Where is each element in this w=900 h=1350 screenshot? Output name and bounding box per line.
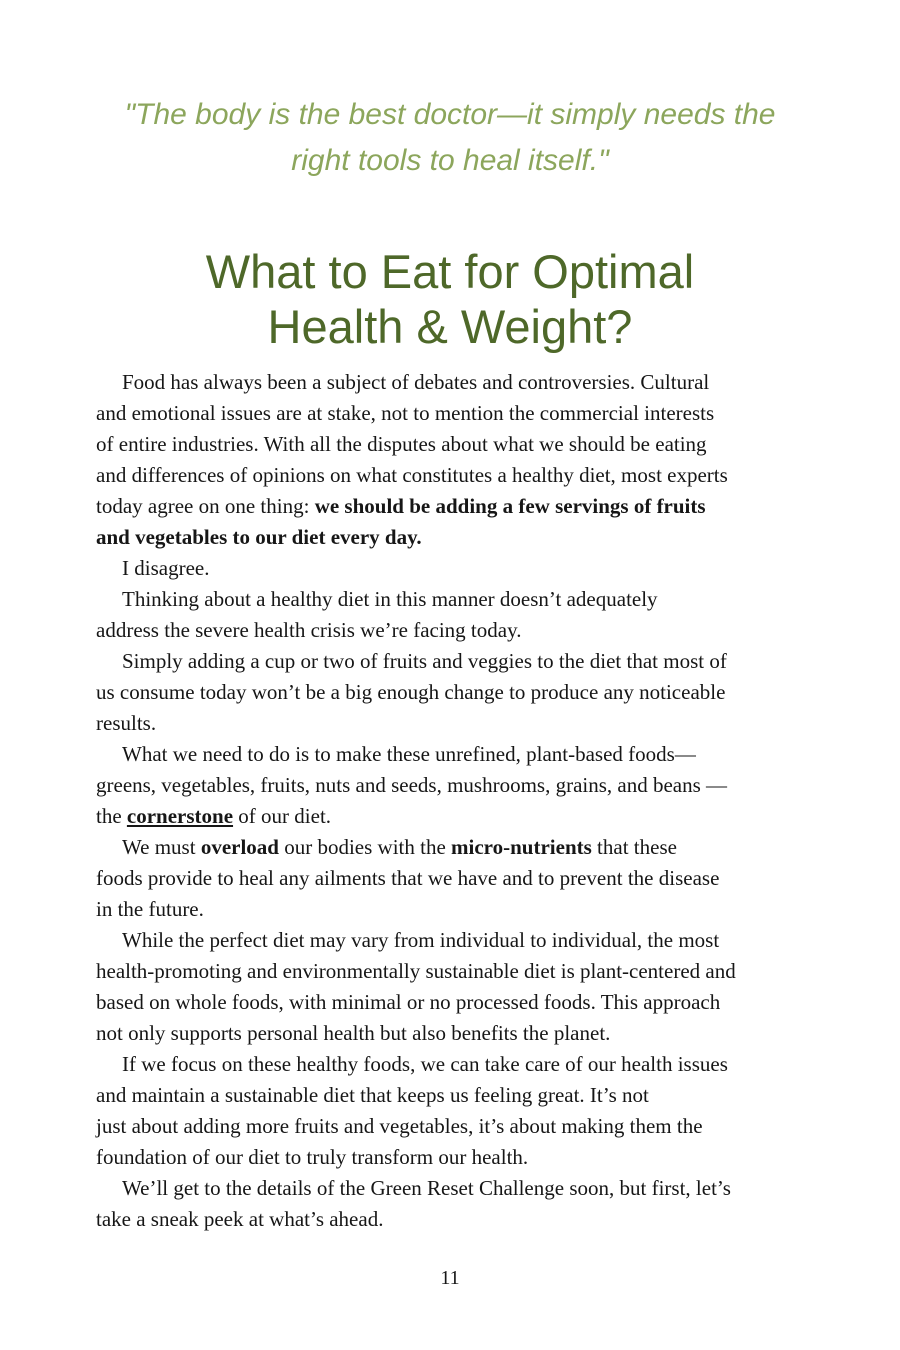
text-run: Thinking about a healthy diet in this manner doesn’t adequately [122, 587, 658, 611]
text-line [96, 801, 816, 832]
text-run: foundation of our diet to truly transform our health. [96, 1145, 529, 1169]
text-run: Simply adding a cup or two of fruits and veggies to the diet that most of [122, 649, 727, 673]
text-line [96, 553, 816, 584]
text-line [96, 584, 816, 615]
paragraph [96, 646, 816, 739]
paragraph [96, 739, 816, 832]
text-line [96, 367, 816, 398]
text-run: micro-nutrients [451, 835, 592, 859]
text-line [96, 646, 816, 677]
text-run: the [96, 804, 127, 828]
text-run: What we need to do is to make these unrefined, plant-based foods— [122, 742, 696, 766]
text-run: greens, vegetables, fruits, nuts and seeds, mushrooms, grains, and beans — [96, 773, 728, 797]
chapter-title-line: What to Eat for Optimal [205, 245, 695, 298]
page-number: 11 [440, 1267, 460, 1289]
text-line [96, 925, 816, 956]
paragraph [96, 367, 816, 553]
text-run: I disagree. [122, 556, 210, 580]
text-run: While the perfect diet may vary from individual to individual, the most [122, 928, 720, 952]
text-line [96, 894, 816, 925]
text-line [96, 429, 816, 460]
text-line [96, 1142, 816, 1173]
chapter-title [80, 244, 820, 354]
text-line [96, 615, 816, 646]
text-run: health-promoting and environmentally sustainable diet is plant-centered and [96, 959, 736, 983]
epigraph-line: right tools to heal itself." [291, 144, 609, 177]
text-run: and differences of opinions on what constitutes a healthy diet, most experts [96, 463, 728, 487]
text-run: We must [122, 835, 201, 859]
text-line [96, 1080, 816, 1111]
text-line [96, 956, 816, 987]
paragraph [96, 832, 816, 925]
text-run: take a sneak peek at what’s ahead. [96, 1207, 384, 1231]
body-text [96, 367, 816, 1235]
text-line [96, 677, 816, 708]
text-line [96, 1173, 816, 1204]
text-run: If we focus on these healthy foods, we can take care of our health issues [122, 1052, 728, 1076]
text-line [96, 491, 816, 522]
text-line [96, 987, 816, 1018]
text-run: and vegetables to our diet every day. [96, 525, 422, 549]
paragraph [96, 1173, 816, 1235]
text-run: not only supports personal health but also benefits the planet. [96, 1021, 611, 1045]
text-run: that these [591, 835, 677, 859]
text-line [96, 460, 816, 491]
text-run: address the severe health crisis we’re facing today. [96, 618, 522, 642]
text-line [96, 1018, 816, 1049]
text-run: based on whole foods, with minimal or no processed foods. This approach [96, 990, 721, 1014]
text-run: of our diet. [233, 804, 332, 828]
text-line [96, 863, 816, 894]
text-run: just about adding more fruits and vegetables, it’s about making them the [96, 1114, 703, 1138]
text-run: cornerstone [126, 804, 234, 828]
text-run: in the future. [96, 897, 204, 921]
text-run: We’ll get to the details of the Green Reset Challenge soon, but first, let’s [122, 1176, 731, 1200]
text-run: today agree on one thing: [96, 494, 315, 518]
paragraph [96, 553, 816, 584]
epigraph-quote [80, 92, 820, 184]
text-line [96, 522, 816, 553]
text-line [96, 708, 816, 739]
chapter-title-line: Health & Weight? [267, 300, 633, 353]
text-line [96, 1204, 816, 1235]
text-run: and maintain a sustainable diet that keeps us feeling great. It’s not [96, 1083, 649, 1107]
paragraph [96, 584, 816, 646]
text-line [96, 739, 816, 770]
text-run: overload [200, 835, 279, 859]
text-run: us consume today won’t be a big enough change to produce any noticeable [96, 680, 726, 704]
epigraph-line: "The body is the best doctor—it simply needs the [124, 98, 776, 131]
text-run: and emotional issues are at stake, not to mention the commercial interests [96, 401, 715, 425]
text-line [96, 770, 816, 801]
text-line [96, 398, 816, 429]
text-run: Food has always been a subject of debates and controversies. Cultural [122, 370, 710, 394]
text-line [96, 1111, 816, 1142]
text-run: foods provide to heal any ailments that we have and to prevent the disease [96, 866, 720, 890]
text-run: our bodies with the [278, 835, 452, 859]
text-run: we should be adding a few servings of fruits [314, 494, 706, 518]
text-line [96, 832, 816, 863]
paragraph [96, 1049, 816, 1173]
text-run: results. [96, 711, 157, 735]
paragraph [96, 925, 816, 1049]
text-line [96, 1049, 816, 1080]
text-run: of entire industries. With all the disputes about what we should be eating [96, 432, 707, 456]
